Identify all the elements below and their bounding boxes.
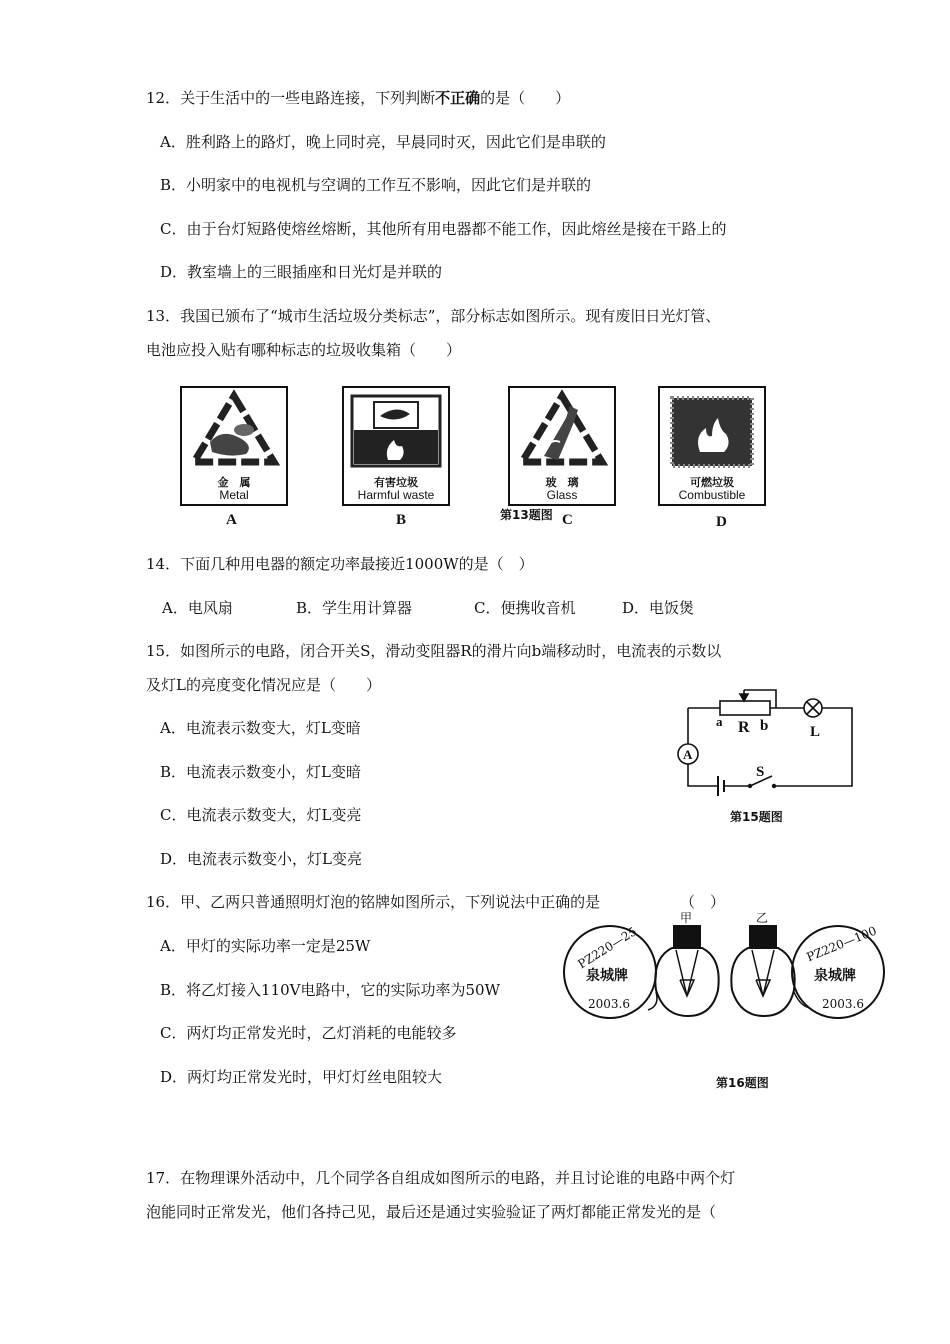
- recycle-glass-icon: [510, 388, 614, 472]
- q12-stem-post: 的是（ ）: [480, 89, 571, 107]
- q16-option-a: A．甲灯的实际功率一定是25W: [160, 937, 371, 955]
- q17-stem-line2: 泡能同时正常发光，他们各持己见，最后还是通过实验验证了两灯都能正常发光的是（: [146, 1203, 717, 1221]
- q16-option-d: D．两灯均正常发光时，甲灯灯丝电阻较大: [160, 1068, 443, 1086]
- q14-option-b: B．学生用计算器: [296, 599, 413, 617]
- sign-letter-c: C: [562, 512, 573, 528]
- q15-option-c: C．电流表示数变大，灯L变亮: [160, 806, 362, 824]
- bulb-right-date: 2003.6: [822, 997, 864, 1011]
- q15-stem-line1: 15．如图所示的电路，闭合开关S，滑动变阻器R的滑片向b端移动时，电流表的示数以: [146, 642, 722, 660]
- sign-combustible-en: Combustible: [678, 488, 746, 502]
- q15-label-r: R: [738, 719, 750, 736]
- sign-glass-en: Glass: [546, 488, 578, 502]
- q17-stem-line1: 17．在物理课外活动中，几个同学各自组成如图所示的电路，并且讨论谁的电路中两个灯: [146, 1169, 736, 1187]
- q16-stem: 16．甲、乙两只普通照明灯泡的铭牌如图所示，下列说法中正确的是: [146, 893, 601, 911]
- sign-letter-a: A: [226, 512, 237, 528]
- combustible-waste-icon: [660, 388, 764, 472]
- bulb-left-name: 甲: [680, 911, 693, 925]
- sign-metal-cn: 金 属: [217, 476, 251, 489]
- q15-label-b: b: [760, 718, 769, 734]
- q16-option-c: C．两灯均正常发光时，乙灯消耗的电能较多: [160, 1024, 457, 1042]
- q15-label-l: L: [810, 724, 821, 740]
- q16-caption: 第16题图: [716, 1076, 769, 1090]
- q13-stem-line1: 13．我国已颁布了“城市生活垃圾分类标志”，部分标志如图所示。现有废旧日光灯管、: [146, 307, 721, 325]
- bulb-left-date: 2003.6: [588, 997, 630, 1011]
- sign-glass: [508, 386, 616, 506]
- q12-option-b: B．小明家中的电视机与空调的工作互不影响，因此它们是并联的: [160, 176, 592, 194]
- q15-option-b: B．电流表示数变小，灯L变暗: [160, 763, 361, 781]
- bulb-right-name: 乙: [756, 911, 769, 925]
- sign-metal-en: Metal: [219, 488, 249, 502]
- sign-harmful: [342, 386, 450, 506]
- q15-label-ammeter: A: [683, 747, 693, 762]
- q13-stem-line2: 电池应投入贴有哪种标志的垃圾收集箱（ ）: [146, 341, 462, 359]
- q15-stem-line2: 及灯L的亮度变化情况应是（ ）: [146, 676, 381, 694]
- q12-stem-pre: 12．关于生活中的一些电路连接，下列判断: [146, 89, 436, 107]
- bulb-right-rating: PZ220—100: [804, 923, 879, 965]
- q14-option-a: A．电风扇: [162, 599, 233, 617]
- q12-stem-emphasis: 不正确: [435, 89, 481, 107]
- q16-stem-paren: （ ）: [680, 893, 726, 911]
- recycle-metal-icon: [182, 388, 286, 472]
- sign-combustible-cn: 可燃垃圾: [690, 476, 734, 489]
- q12-option-c: C．由于台灯短路使熔丝熔断，其他所有用电器都不能工作，因此熔丝是接在干路上的: [160, 220, 727, 238]
- sign-harmful-en: Harmful waste: [357, 488, 435, 502]
- q14-option-d: D．电饭煲: [622, 599, 695, 617]
- q14-stem: 14．下面几种用电器的额定功率最接近1000W的是（ ）: [146, 555, 534, 573]
- bulb-left-brand: 泉城牌: [586, 968, 628, 984]
- q12-stem: [146, 88, 570, 108]
- q15-label-a: a: [716, 714, 723, 729]
- harmful-waste-icon: [344, 388, 448, 472]
- bulb-left-rating: PZ220—25: [575, 924, 640, 972]
- bulb-right-brand: 泉城牌: [814, 968, 856, 984]
- q15-caption: 第15题图: [730, 810, 783, 824]
- q14-option-c: C．便携收音机: [474, 599, 576, 617]
- q13-caption: 第13题图: [500, 508, 553, 522]
- sign-glass-cn: 玻 璃: [545, 476, 579, 489]
- q12-option-d: D．教室墙上的三眼插座和日光灯是并联的: [160, 263, 443, 281]
- sign-combustible: [658, 386, 766, 506]
- q15-label-s: S: [756, 764, 765, 780]
- sign-letter-d: D: [716, 514, 727, 530]
- q15-option-a: A．电流表示数变大，灯L变暗: [160, 719, 361, 737]
- q16-option-b: B．将乙灯接入110V电路中，它的实际功率为50W: [160, 981, 500, 999]
- q15-circuit-diagram: [672, 680, 862, 800]
- q12-option-a: A．胜利路上的路灯，晚上同时亮，早晨同时灭，因此它们是串联的: [160, 133, 606, 151]
- sign-letter-b: B: [396, 512, 407, 528]
- sign-metal: [180, 386, 288, 506]
- sign-harmful-cn: 有害垃圾: [374, 476, 418, 489]
- q15-option-d: D．电流表示数变小，灯L变亮: [160, 850, 362, 868]
- q16-bulbs-figure: [560, 910, 890, 1030]
